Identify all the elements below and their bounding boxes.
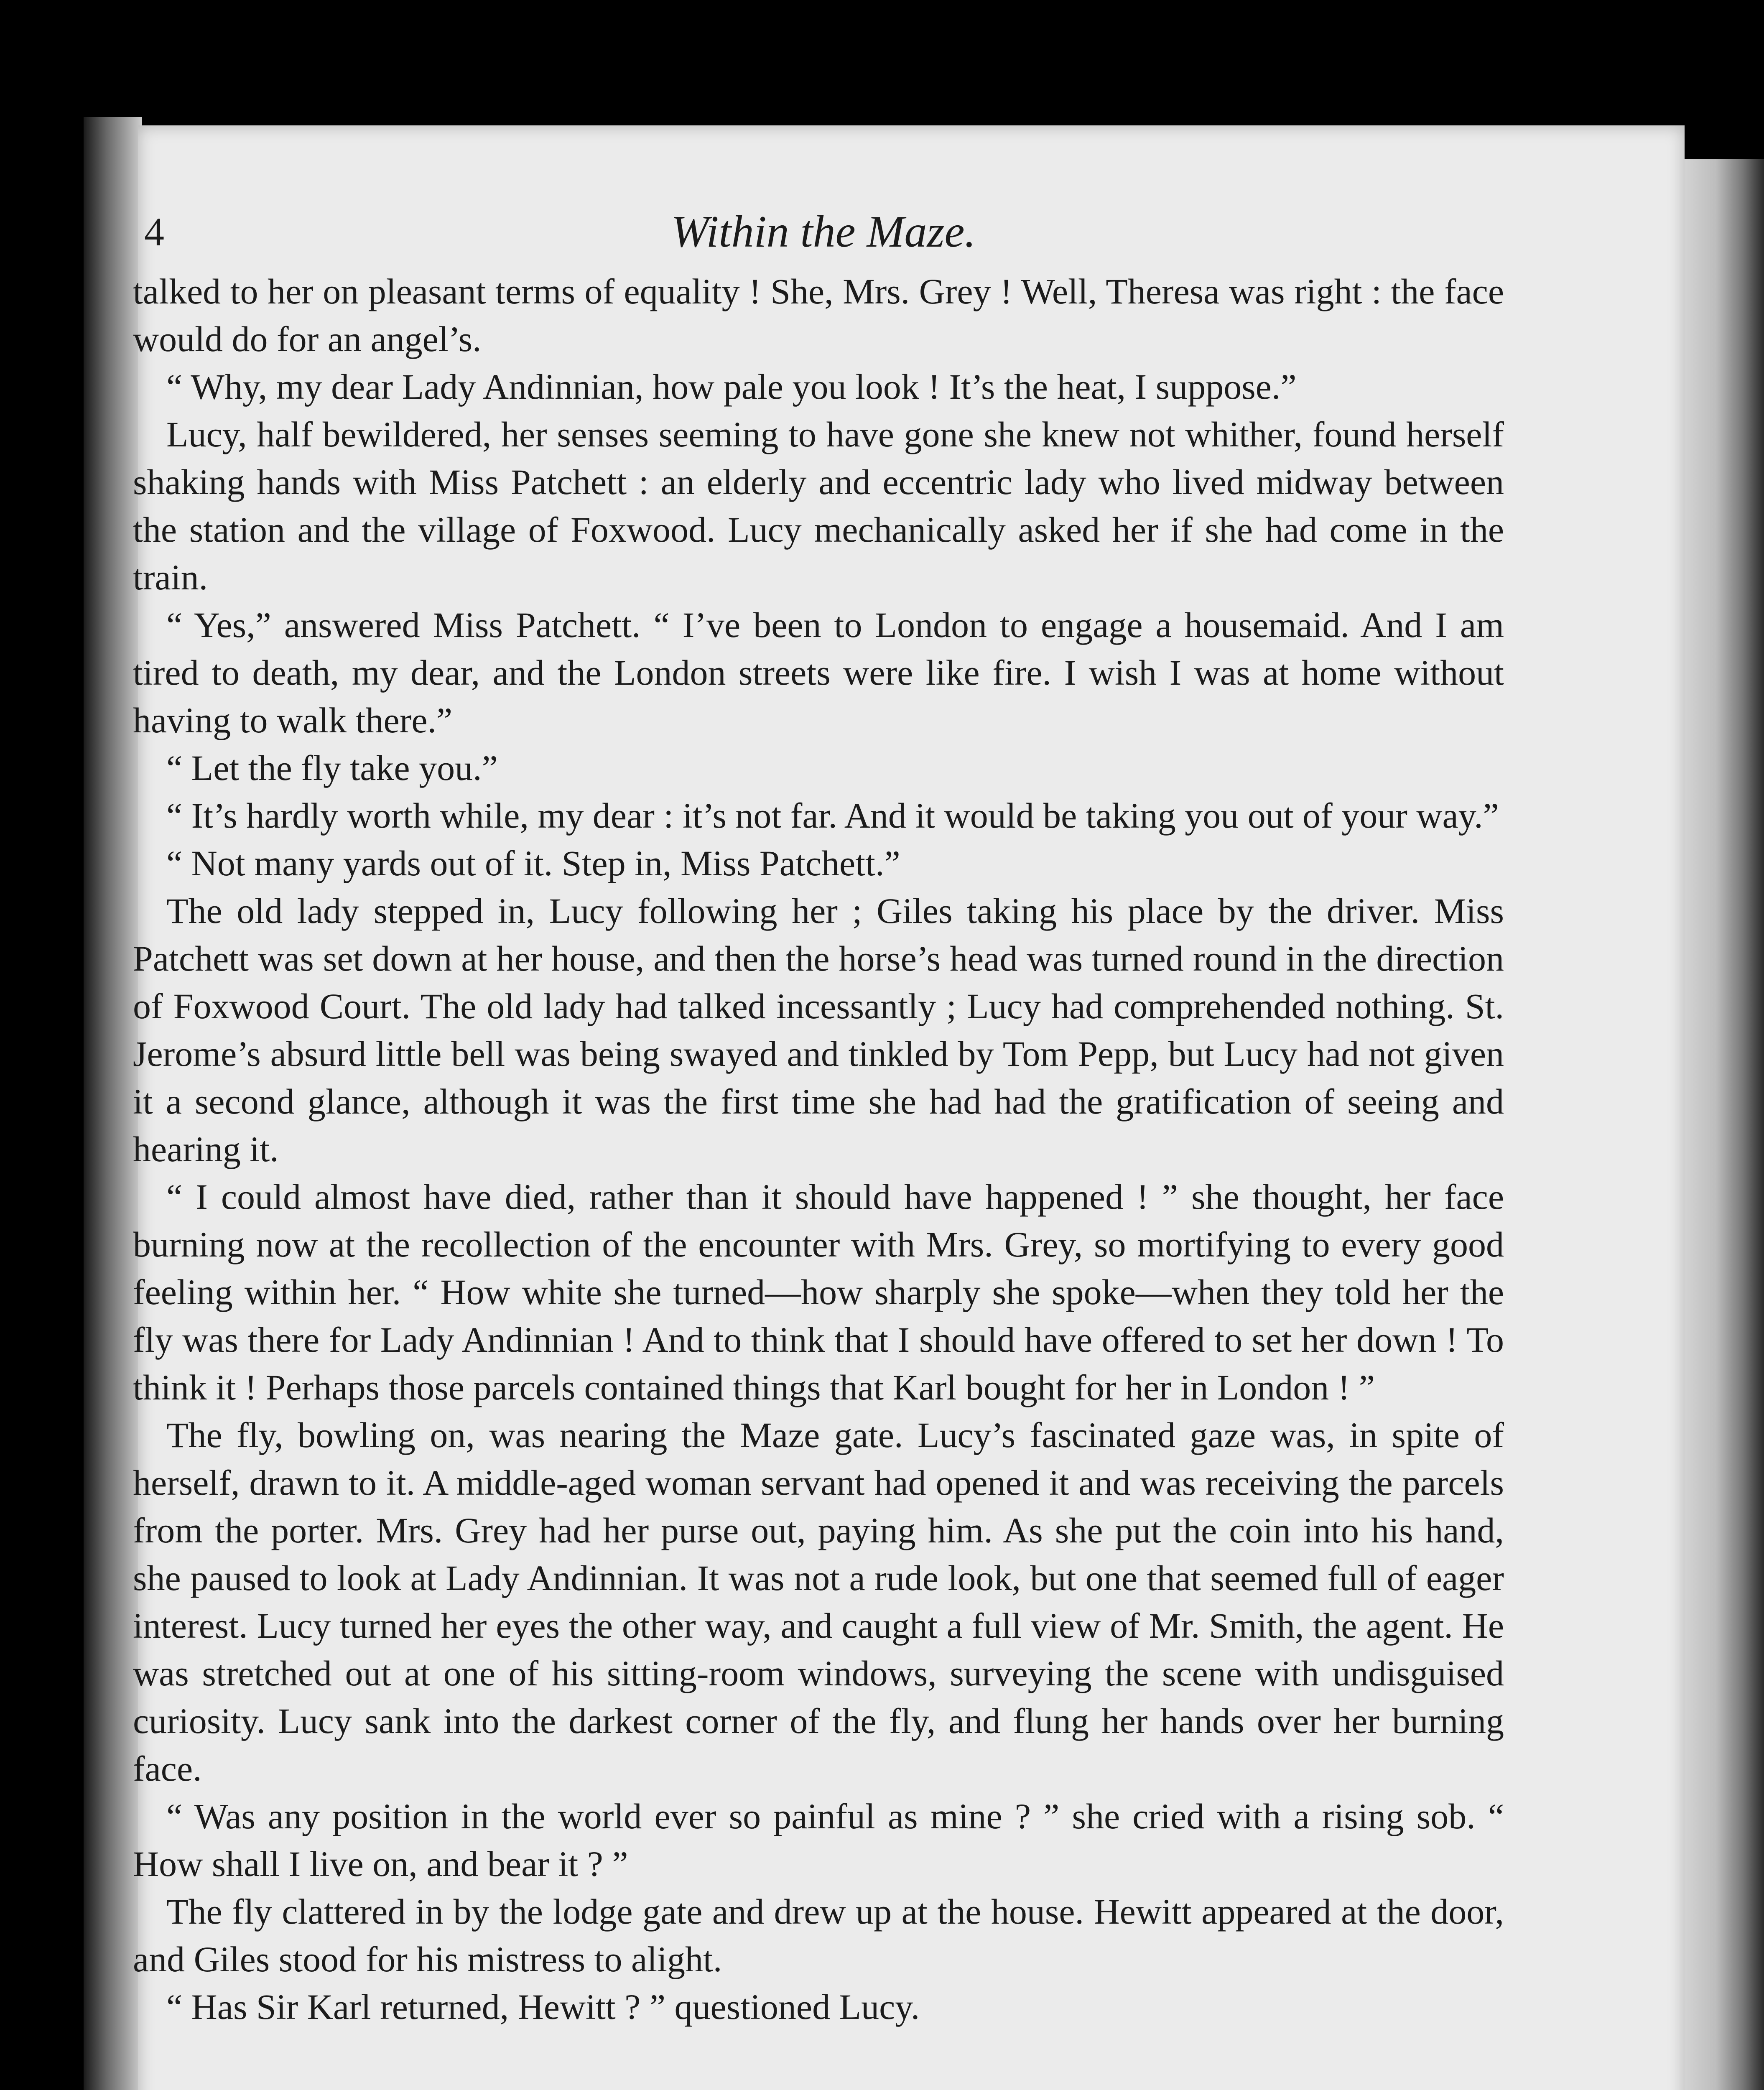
- text-body: [133, 268, 1504, 2031]
- paragraph: “ Not many yards out of it. Step in, Miss Patchett.”: [166, 843, 900, 883]
- paragraph: “ Yes,” answered Miss Patchett. “ I’ve been to London to engage a housemaid. And I am tired to death, my dear, and the London streets were like fire. I wish I was at home without having to walk there.”: [133, 605, 1504, 740]
- paragraph: “ I could almost have died, rather than it should have happened ! ” she thought, her face burning now at the recollection of the encounter with Mrs. Grey, so mortifying to every good feeling within her. “ How white she turned—how sharply she spoke—when they told her the fly was there for Lady Andinnian ! And to think that I should have offered to set her down ! To think it ! Perhaps those parcels contained things that Karl bought for her in London ! ”: [133, 1177, 1504, 1407]
- paragraph: “ Let the fly take you.”: [166, 748, 498, 788]
- paragraph: “ Has Sir Karl returned, Hewitt ? ” questioned Lucy.: [166, 1987, 920, 2027]
- page-number: 4: [144, 209, 164, 254]
- paragraph: The fly clattered in by the lodge gate and drew up at the house. Hewitt appeared at the door, and Giles stood for his mistress to alight.: [133, 1891, 1504, 1979]
- running-title: Within the Maze.: [671, 207, 976, 257]
- adjacent-page-edge: [1676, 159, 1764, 2090]
- paragraph: The fly, bowling on, was nearing the Maze gate. Lucy’s fascinated gaze was, in spite of herself, drawn to it. A middle-aged woman servant had opened it and was receiving the parcels from the porter. Mrs. Grey had her purse out, paying him. As she put the coin into his hand, she paused to look at Lady Andinnian. It was not a rude look, but one that seemed full of eager interest. Lucy turned her eyes the other way, and caught a full view of Mr. Smith, the agent. He was stretched out at one of his sitting-room windows, surveying the scene with undisguised curiosity. Lucy sank into the darkest corner of the fly, and flung her hands over her burning face.: [133, 1415, 1504, 1789]
- paragraph: talked to her on pleasant terms of equality ! She, Mrs. Grey ! Well, Theresa was right : the face would do for an angel’s.: [133, 271, 1504, 359]
- paragraph: “ Why, my dear Lady Andinnian, how pale you look ! It’s the heat, I suppose.”: [166, 367, 1297, 407]
- paragraph: “ It’s hardly worth while, my dear : it’s not far. And it would be taking you out of your way.”: [166, 795, 1499, 836]
- page-header: [144, 201, 1503, 263]
- paragraph: “ Was any position in the world ever so painful as mine ? ” she cried with a rising sob. “ How shall I live on, and bear it ? ”: [133, 1796, 1504, 1884]
- paragraph: Lucy, half bewildered, her senses seeming to have gone she knew not whither, found herself shaking hands with Miss Patchett : an elderly and eccentric lady who lived midway between the station and the village of Foxwood. Lucy mechanically asked her if she had come in the train.: [133, 414, 1504, 597]
- paragraph: The old lady stepped in, Lucy following her ; Giles taking his place by the driver. Miss Patchett was set down at her house, and then the horse’s head was turned round in the direction of Foxwood Court. The old lady had talked incessantly ; Lucy had comprehended nothing. St. Jerome’s absurd little bell was being swayed and tinkled by Tom Pepp, but Lucy had not given it a second glance, although it was the first time she had had the gratification of seeing and hearing it.: [133, 891, 1504, 1169]
